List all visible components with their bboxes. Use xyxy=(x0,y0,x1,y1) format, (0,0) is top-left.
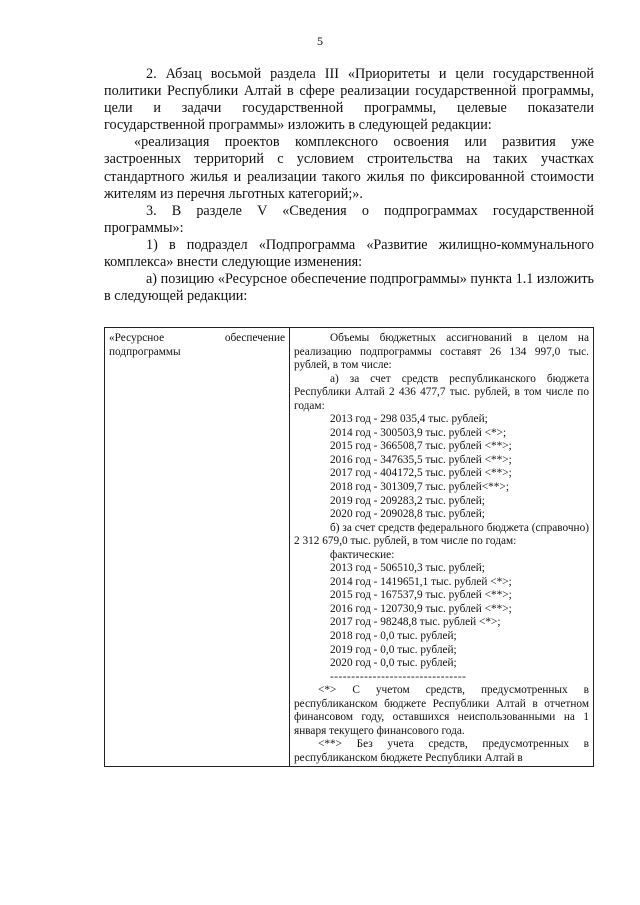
federal-year-2013: 2013 год - 506510,3 тыс. рублей; xyxy=(330,562,485,575)
paragraph-section-5: 3. В разделе V «Сведения о подпрограммах государственной программы»: xyxy=(104,202,594,236)
table-row xyxy=(105,328,594,767)
resource-table xyxy=(104,327,594,767)
paragraph-quoted-text: «реализация проектов комплексного освоения или развития уже застроенных территорий с условием строительства на таких участках стандартного жилья и реализации такого жилья по фиксированной стоимости жителям из перечня льготных категорий;». xyxy=(104,134,594,202)
regional-year-2020: 2020 год - 209028,8 тыс. рублей; xyxy=(330,508,485,521)
resource-label-line-2: подпрограммы xyxy=(109,345,181,358)
document-body xyxy=(104,66,594,305)
federal-budget-heading: б) за счет средств федерального бюджета (справочно) 2 312 679,0 тыс. рублей, в том числе по годам: xyxy=(294,521,589,548)
funding-intro: Объемы бюджетных ассигнований в целом на реализацию подпрограммы составят 26 134 997,0 тыс. рублей, в том числе: xyxy=(294,332,589,372)
federal-year-2017: 2017 год - 98248,8 тыс. рублей <*>; xyxy=(330,616,501,629)
regional-year-2015: 2015 год - 366508,7 тыс. рублей <**>; xyxy=(330,440,512,453)
federal-year-2018: 2018 год - 0,0 тыс. рублей; xyxy=(330,630,457,643)
federal-year-2015: 2015 год - 167537,9 тыс. рублей <**>; xyxy=(330,589,512,602)
regional-budget-heading: а) за счет средств республиканского бюджета Республики Алтай 2 436 477,7 тыс. рублей, в том числе по годам: xyxy=(294,372,589,412)
footnote-single-asterisk: <*> С учетом средств, предусмотренных в республиканском бюджете Республики Алтай в отчетном финансовом году, оставшихся неиспользованными на 1 января текущего финансового года. xyxy=(294,684,589,737)
federal-year-2016: 2016 год - 120730,9 тыс. рублей <**>; xyxy=(330,602,512,615)
federal-year-2014: 2014 год - 1419651,1 тыс. рублей <*>; xyxy=(330,575,512,588)
footnote-double-asterisk: <**> Без учета средств, предусмотренных в республиканском бюджете Республики Алтай в xyxy=(294,738,589,764)
federal-year-2020: 2020 год - 0,0 тыс. рублей; xyxy=(330,657,457,670)
federal-actual-label: фактические: xyxy=(330,548,395,561)
resource-label-cell xyxy=(105,328,290,767)
page-number: 5 xyxy=(317,34,323,48)
federal-year-2019: 2019 год - 0,0 тыс. рублей; xyxy=(330,643,457,656)
regional-year-2017: 2017 год - 404172,5 тыс. рублей <**>; xyxy=(330,467,512,480)
regional-year-2016: 2016 год - 347635,5 тыс. рублей <**>; xyxy=(330,453,512,466)
paragraph-subprogram: 1) в подраздел «Подпрограмма «Развитие жилищно-коммунального комплекса» внести следующие изменения: xyxy=(104,236,594,271)
footnote-separator: -------------------------------- xyxy=(330,670,467,683)
resource-label-line-1: «Ресурсное обеспечение xyxy=(109,332,285,344)
paragraph-position: а) позицию «Ресурсное обеспечение подпрограммы» пункта 1.1 изложить в следующей редакции: xyxy=(104,271,594,305)
paragraph-section-3-change: 2. Абзац восьмой раздела III «Приоритеты и цели государственной политики Республики Алтай в сфере реализации государственной программы, цели и задачи государственной программы, целевые показатели государственной программы» изложить в следующей редакции: xyxy=(104,66,594,134)
regional-year-2014: 2014 год - 300503,9 тыс. рублей <*>; xyxy=(330,426,507,439)
resource-value-cell xyxy=(290,328,594,767)
regional-year-2018: 2018 год - 301309,7 тыс. рублей<**>; xyxy=(330,481,509,494)
regional-year-2013: 2013 год - 298 035,4 тыс. рублей; xyxy=(330,413,488,426)
regional-year-2019: 2019 год - 209283,2 тыс. рублей; xyxy=(330,494,485,507)
